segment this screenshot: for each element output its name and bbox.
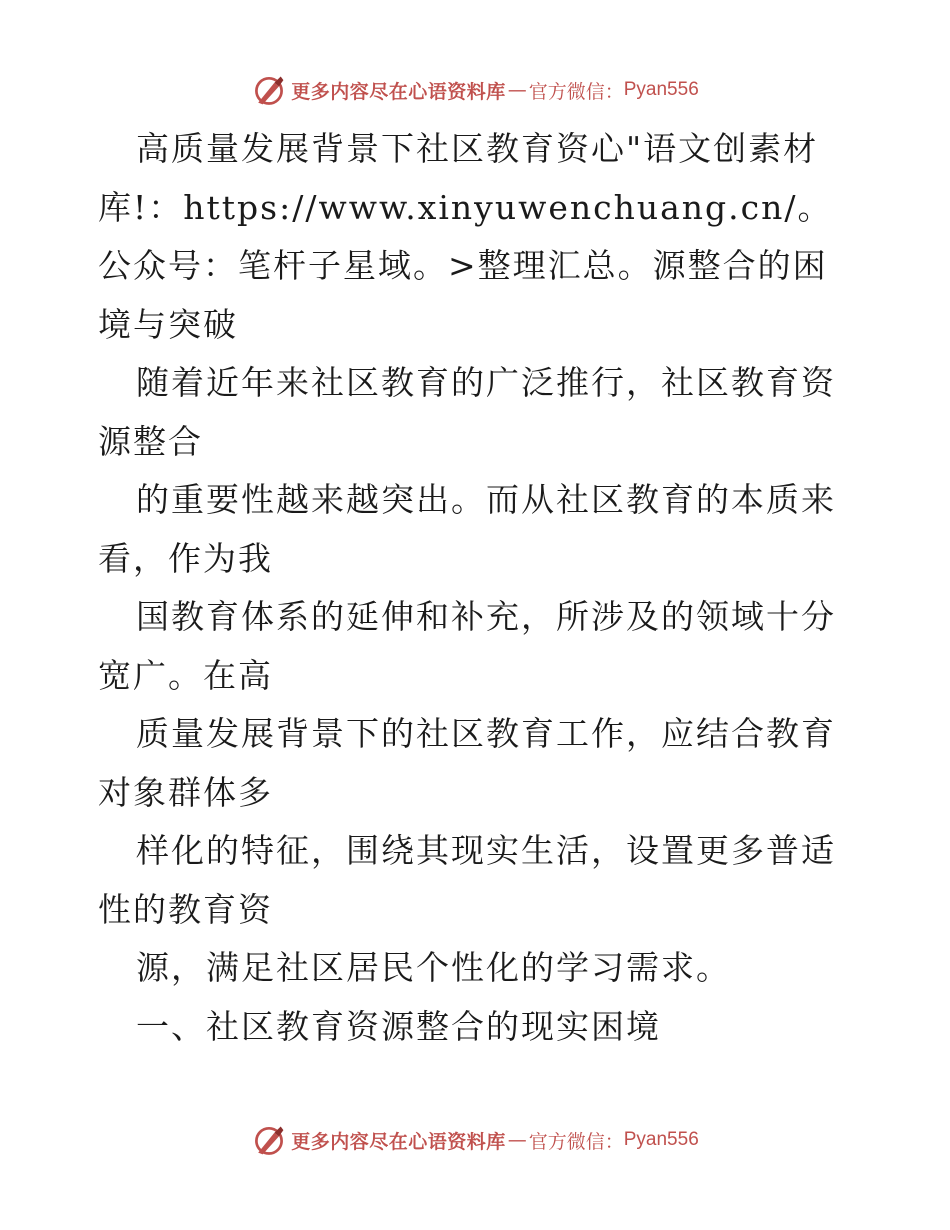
section-heading: 一、社区教育资源整合的现实困境	[136, 1006, 661, 1046]
pen-logo-icon	[251, 1122, 287, 1158]
paragraph: 的重要性越来越突出。而从社区教育的本质来看，作为我	[98, 480, 836, 578]
banner-wechat-id: Pyan556	[623, 1129, 699, 1150]
banner-brand-text: 更多内容尽在心语资料库	[291, 1130, 506, 1153]
paragraph: 随着近年来社区教育的广泛推行，社区教育资源整合	[98, 363, 836, 461]
banner-wechat-label: 官方微信：	[528, 80, 624, 103]
banner-dash: —	[507, 1129, 527, 1151]
document-body	[98, 120, 858, 1056]
banner-wechat-label: 官方微信：	[528, 1130, 624, 1153]
paragraph: 质量发展背景下的社区教育工作，应结合教育对象群体多	[98, 714, 836, 812]
paragraph: 国教育体系的延伸和补充，所涉及的领域十分宽广。在高	[98, 597, 836, 695]
banner-wechat-id: Pyan556	[623, 79, 699, 100]
paragraph: 样化的特征，围绕其现实生活，设置更多普适性的教育资	[98, 831, 836, 929]
pen-logo-icon	[251, 72, 287, 108]
paragraph: 源，满足社区居民个性化的学习需求。	[136, 948, 731, 987]
paragraph-title: 高质量发展背景下社区教育资心"语文创素材库!：https://www.xinyuwenchuang.cn/。公众号：笔杆子星域。>整理汇总。源整合的困境与突破	[98, 129, 833, 344]
banner-brand-text: 更多内容尽在心语资料库	[291, 80, 506, 103]
header-banner	[0, 70, 950, 110]
footer-banner	[0, 1120, 950, 1160]
banner-dash: —	[507, 79, 527, 101]
